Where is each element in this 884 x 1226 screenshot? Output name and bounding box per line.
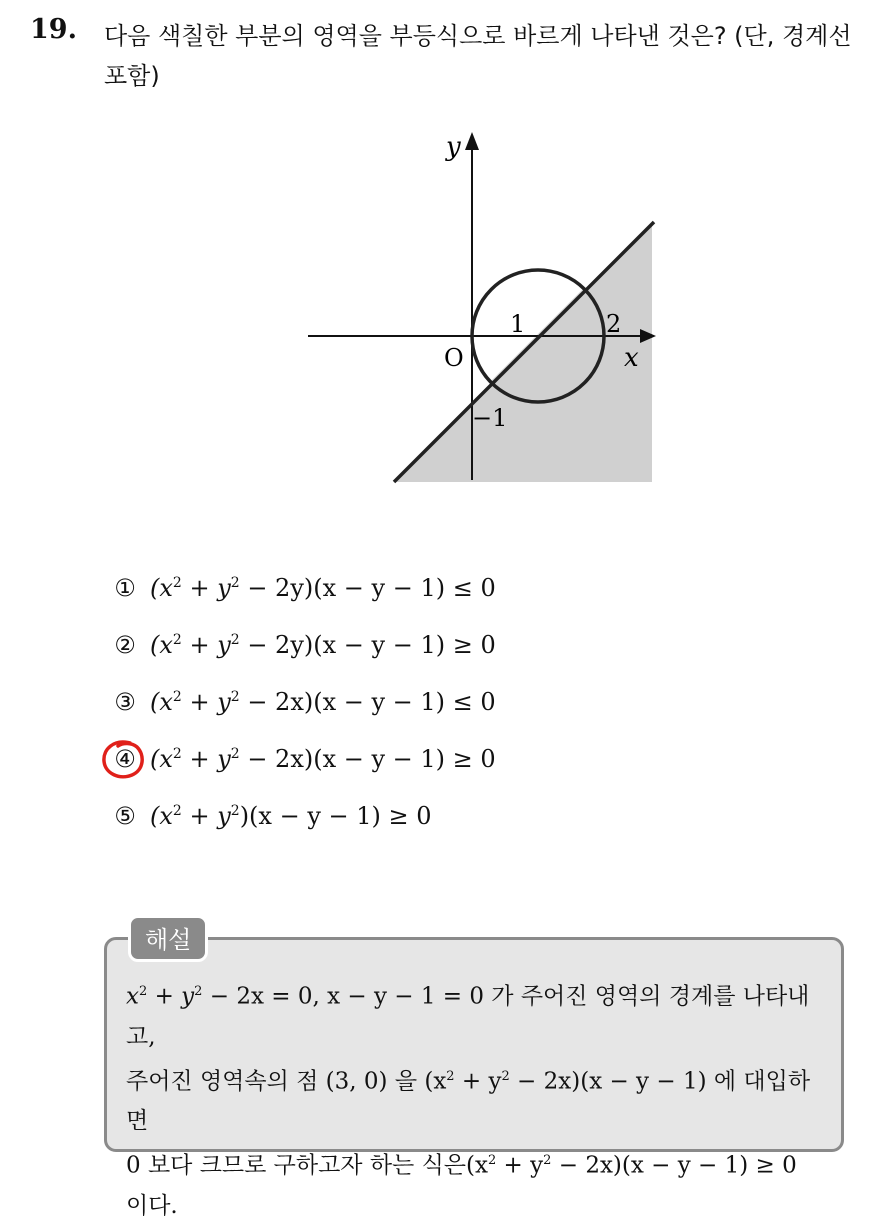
choice-mark: ③ [114,688,136,716]
choice-2[interactable] [108,631,496,659]
y-axis-label: y [446,132,461,162]
solution-tag: 해설 [128,915,208,962]
choice-mark: ② [114,631,136,659]
solution-text [126,972,831,1226]
solution-line-1: $x^2 + y^2 - 2x = 0$, x − y − 1 = 0 가 주어진 영역의 경계를 나타내고, [126,983,810,1050]
choice-mark: ⑤ [114,802,136,830]
tick-label-neg1: −1 [472,404,508,432]
choice-expression: $(x^2 + y^2 - 2x)(x - y - 1) \ge 0$ [150,745,496,773]
answer-selection-circle [100,737,150,783]
choice-mark: ① [114,574,136,602]
x-axis-label: x [624,343,639,373]
choice-mark: ④ [114,745,136,773]
question-text: 다음 색칠한 부분의 영역을 부등식으로 바르게 나타낸 것은? (단, 경계선 포함) [104,22,852,90]
origin-label: O [444,344,464,372]
choice-expression: $(x^2 + y^2)(x - y - 1) \ge 0$ [150,802,432,830]
y-axis-arrow [465,132,479,150]
choice-expression: $(x^2 + y^2 - 2y)(x - y - 1) \le 0$ [150,574,496,602]
choice-4[interactable] [108,745,496,773]
solution-line-2: 주어진 영역속의 점 (3, 0) 을 $(x^2 + y^2 - 2x)(x - y - 1)$ 에 대입하면 [126,1068,811,1135]
choice-1[interactable] [108,574,496,602]
choice-expression: $(x^2 + y^2 - 2x)(x - y - 1) \le 0$ [150,688,496,716]
solution-line-3: 0 보다 크므로 구하고자 하는 식은$(x^2 + y^2 - 2x)(x - y - 1) \ge 0$ [126,1152,797,1179]
tick-label-2: 2 [606,310,622,338]
choice-5[interactable] [108,802,432,830]
solution-line-4: 이다. [126,1192,178,1219]
choice-expression: $(x^2 + y^2 - 2y)(x - y - 1) \ge 0$ [150,631,496,659]
choice-3[interactable] [108,688,496,716]
question-number: 19. [30,14,77,45]
tick-label-1: 1 [510,310,526,338]
region-graph [300,120,670,500]
